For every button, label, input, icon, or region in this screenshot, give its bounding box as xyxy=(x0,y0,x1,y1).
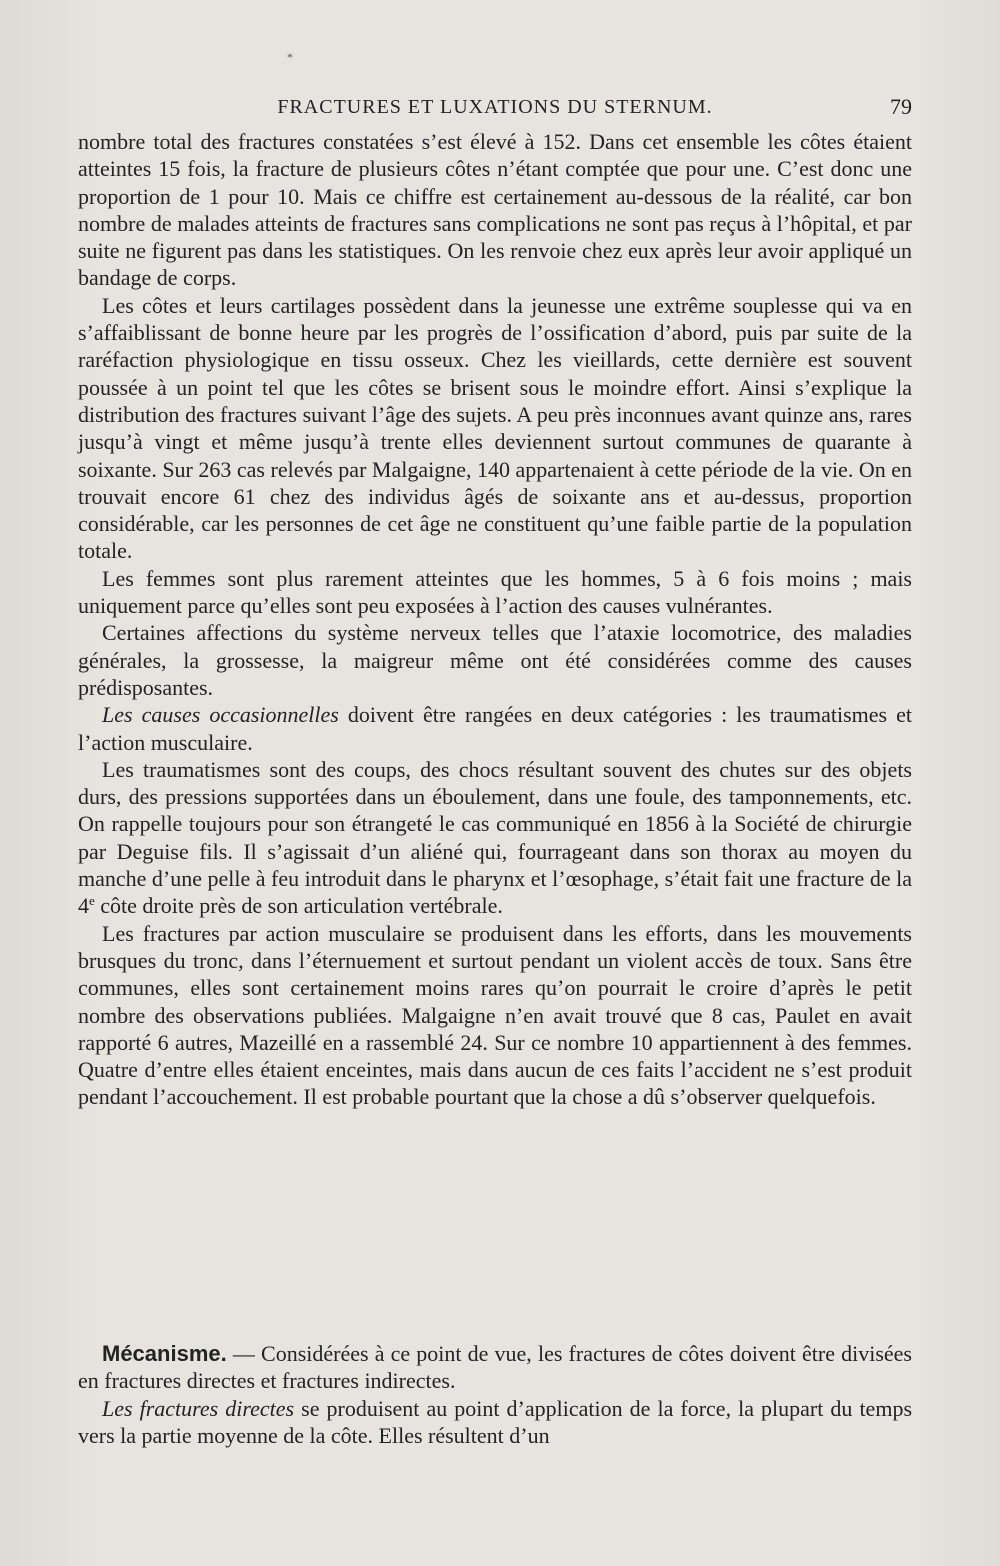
running-title: FRACTURES ET LUXATIONS DU STERNUM. xyxy=(277,96,713,118)
section-lead-text: — Considérées à ce point de vue, les fractures de côtes doivent être divisées en fractures directes et fractures indirectes. xyxy=(78,1341,912,1394)
paragraph-7 xyxy=(78,920,912,1111)
page-number: 79 xyxy=(890,94,912,119)
print-mark: * xyxy=(287,50,293,64)
paragraph-3 xyxy=(78,565,912,620)
section-paragraph-2-text: se produisent au point d’application de la force, la plupart du temps vers la partie moyenne de la côte. Elles résultent d’un xyxy=(78,1395,912,1448)
mecanisme-section xyxy=(78,1340,912,1449)
paragraph-4 xyxy=(78,619,912,701)
paragraph-5-text: doivent être rangées en deux catégories : les traumatismes et l’action musculaire. xyxy=(78,702,913,755)
paragraph-4-text: Certaines affections du système nerveux telles que l’ataxie locomotrice, des maladies générales, la grossesse, la maigreur même ont été considérées comme des causes prédisposantes. xyxy=(78,620,912,700)
paragraph-6-text-after: côte droite près de son articulation vertébrale. xyxy=(94,893,503,919)
paragraph-2 xyxy=(78,292,912,565)
paragraph-6 xyxy=(78,756,912,920)
section-paragraph-2-italic: Les fractures directes xyxy=(102,1395,295,1421)
paragraph-2-text: Les côtes et leurs cartilages possèdent dans la jeunesse une extrême souplesse qui va en s’affaiblissant de bonne heure par les progrès de l’ossification d’abord, puis par suite de la raréfaction physiologique en tissu osseux. Chez les vieillards, cette dernière est souvent poussée à un point tel que les côtes se brisent sous le moindre effort. Ainsi s’explique la distribution des fractures suivant l’âge des sujets. A peu près inconnues avant quinze ans, rares jusqu’à vingt et même jusqu’à trente elles deviennent surtout communes de quarante à soixante. Sur 263 cas relevés par Malgaigne, 140 appartenaient à cette période de la vie. On en trouvait encore 61 chez des individus âgés de soixante ans et au-dessus, proportion considérable, car les personnes de cet âge ne constituent qu’une faible partie de la population totale. xyxy=(78,292,912,564)
section-heading: Mécanisme. xyxy=(102,1341,227,1366)
page-header xyxy=(78,90,912,124)
paragraph-5-italic: Les causes occasionnelles xyxy=(102,702,339,728)
paragraph-7-text: Les fractures par action musculaire se produisent dans les efforts, dans les mouvements brusques du tronc, dans l’éternuement et surtout pendant un violent accès de toux. Sans être communes, elles sont certainement moins rares qu’on pourrait le croire d’après le petit nombre des observations publiées. Malgaigne n’en avait trouvé que 8 cas, Paulet en avait rapporté 6 autres, Mazeillé en a rassemblé 24. Sur ce nombre 10 appartiennent à des femmes. Quatre d’entre elles étaient enceintes, mais dans aucun de ces faits l’accident ne s’est produit pendant l’accouchement. Il est probable pourtant que la chose a dû s’observer quelquefois. xyxy=(78,920,912,1110)
section-lead-paragraph xyxy=(78,1340,912,1395)
paragraph-1-text: nombre total des fractures constatées s’est élevé à 152. Dans cet ensemble les côtes étaient atteintes 15 fois, la fracture de plusieurs côtes n’étant comptée que pour une. C’est donc une proportion de 1 pour 10. Mais ce chiffre est certainement au-dessous de la réalité, car bon nombre de malades atteints de fractures sans complications ne sont pas reçus à l’hôpital, et par suite ne figurent pas dans les statistiques. On les renvoie chez eux après leur avoir appliqué un bandage de corps. xyxy=(78,129,912,291)
paragraph-5 xyxy=(78,701,912,756)
paragraph-6-text: Les traumatismes sont des coups, des chocs résultant souvent des chutes sur des objets durs, des pressions supportées dans un éboulement, dans une foule, des tamponnements, etc. On rappelle toujours pour son étrangeté le cas communiqué en 1856 à la Société de chirurgie par Deguise fils. Il s’agissait d’un aliéné qui, fourrageant dans son thorax au moyen du manche d’une pelle à feu introduit dans le pharynx et l’œsophage, s’était fait une fracture de la 4 xyxy=(78,756,912,919)
section-paragraph-2 xyxy=(78,1395,912,1450)
body-text xyxy=(78,128,912,1111)
paragraph-1 xyxy=(78,128,912,292)
ordinal-superscript: e xyxy=(89,893,95,909)
paragraph-3-text: Les femmes sont plus rarement atteintes que les hommes, 5 à 6 fois moins ; mais uniquement parce qu’elles sont peu exposées à l’action des causes vulnérantes. xyxy=(78,565,912,619)
